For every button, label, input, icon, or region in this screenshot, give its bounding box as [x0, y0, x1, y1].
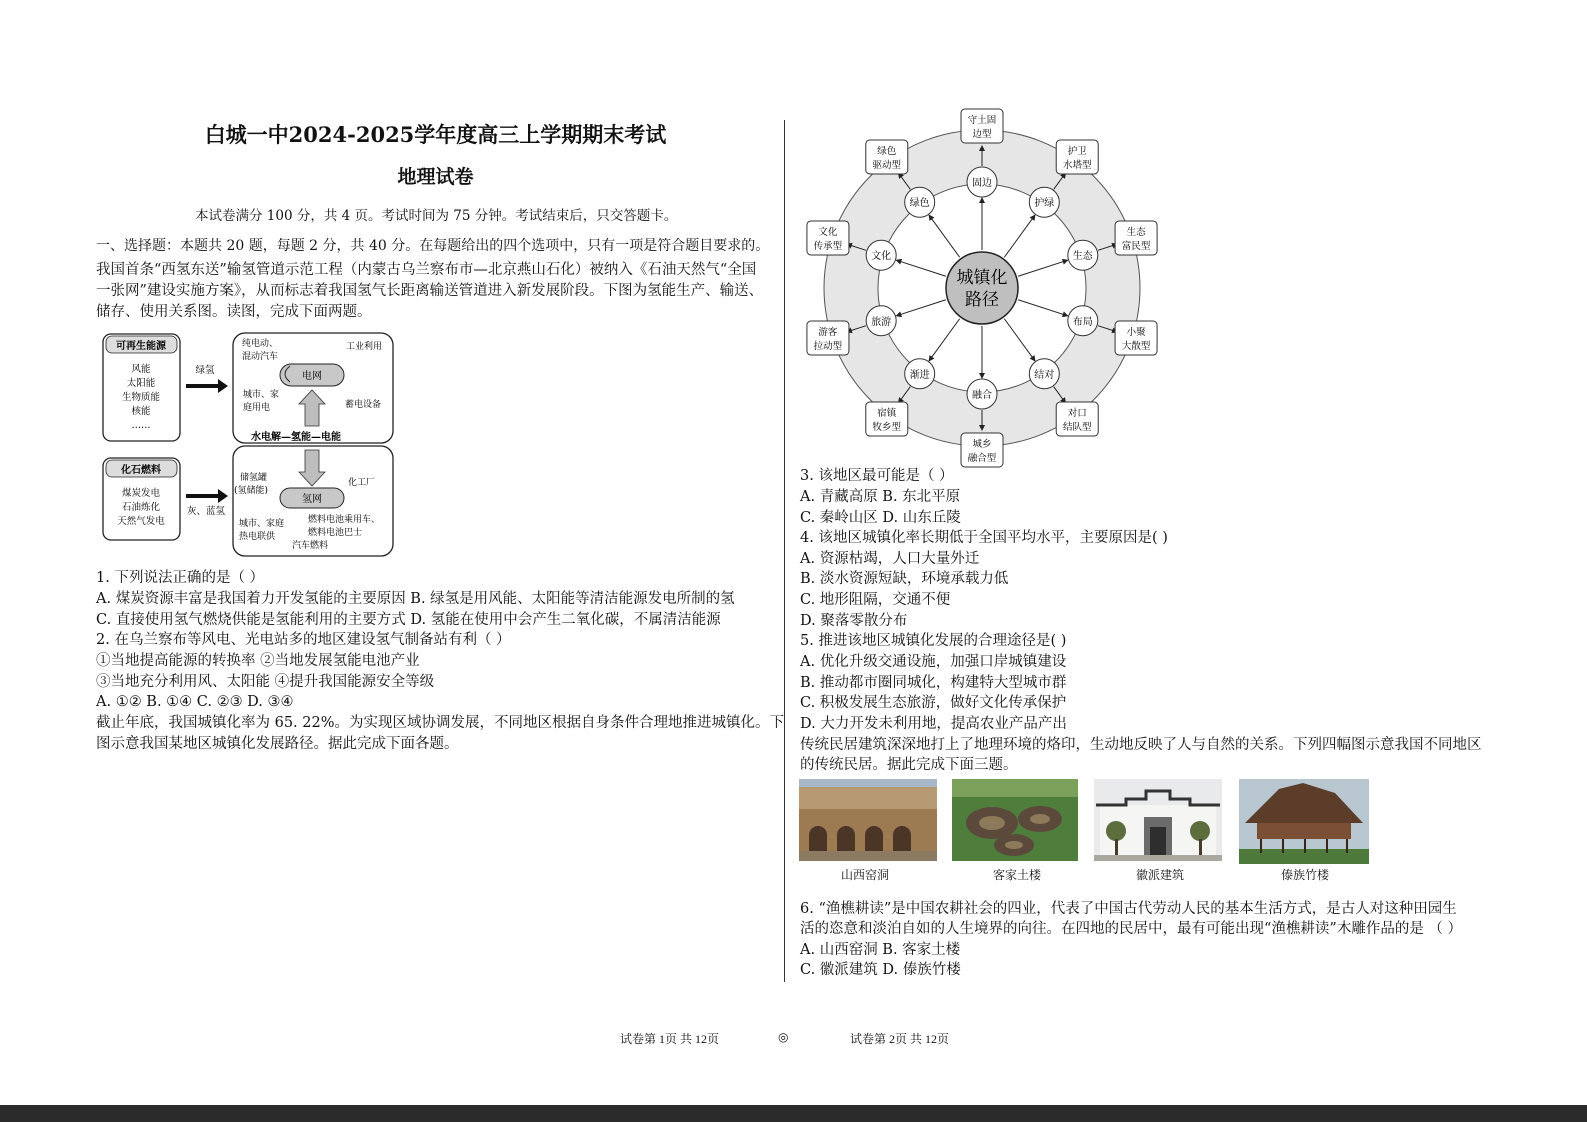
- inner-node: [866, 240, 896, 270]
- q2-item-line1: ①当地提高能源的转换率 ②当地发展氢能电池产业: [96, 653, 420, 669]
- arrow-right-icon: [186, 379, 228, 393]
- center-label: 城镇化: [956, 268, 1008, 288]
- outer-node-label: 传承型: [813, 240, 843, 252]
- q5-option-a: A. 优化升级交通设施，加强口岸城镇建设: [800, 654, 1067, 670]
- inner-node-label: 旅游: [871, 316, 892, 328]
- q2-stem: 2. 在乌兰察布等风电、光电站多的地区建设氢气制备站有利（ ）: [96, 632, 511, 648]
- fossil-item: 石油炼化: [121, 502, 161, 513]
- inner-node: [1068, 240, 1098, 270]
- exam-title: 白城一中2024-2025学年度高三上学期期末考试: [204, 122, 667, 147]
- photo-caption-tulou: 客家土楼: [992, 868, 1041, 882]
- q5-option-b: B. 推动都市圈同城化，构建特大型城市群: [800, 675, 1067, 691]
- inner-node-label: 结对: [1034, 369, 1055, 381]
- exam-notice: 本试卷满分 100 分，共 4 页。考试时间为 75 分钟。考试结束后，只交答题卡。: [195, 208, 678, 224]
- outer-node: [807, 221, 849, 255]
- outer-node: [1056, 140, 1098, 174]
- dai-bamboo-house-image: [1239, 779, 1369, 864]
- industry-label: 工业利用: [346, 342, 383, 352]
- q1-stem: 1. 下列说法正确的是（ ）: [96, 570, 265, 586]
- column-divider: [784, 120, 785, 982]
- outer-node-label: 富民型: [1121, 240, 1151, 252]
- outer-node: [1115, 321, 1157, 355]
- outer-node-label: 拉动型: [813, 341, 843, 353]
- inner-node: [866, 306, 896, 336]
- renew-item: 风能: [131, 364, 151, 375]
- q5-option-d: D. 大力开发未利用地，提高农业产品产出: [800, 716, 1067, 732]
- page-number-right: 试卷第 2页 共 12页: [850, 1032, 950, 1046]
- inner-node-label: 绿色: [909, 198, 930, 210]
- inner-node-label: 渐进: [909, 369, 930, 381]
- intro3-line1: 传统民居建筑深深地打上了地理环境的烙印，生动地反映了人与自然的关系。下列四幅图示意我国不同地区: [800, 737, 1482, 753]
- q1-options-ab: A. 煤炭资源丰富是我国着力开发氢能的主要原因 B. 绿氢是用风能、太阳能等清洁能源发电所制的氢: [96, 591, 735, 607]
- inner-node: [905, 187, 935, 217]
- grey-blue-label: 灰、蓝氢: [186, 506, 226, 517]
- tank-label: (氢储能): [234, 486, 269, 496]
- outer-node: [807, 321, 849, 355]
- outer-node-label: 游客: [818, 327, 838, 339]
- outer-node: [1115, 221, 1157, 255]
- intro1-line1: 我国首条“西氢东送”输氢管道示范工程（内蒙古乌兰察布市—北京燕山石化）被纳入《石油天然气“全国: [96, 262, 757, 278]
- fossil-item: 煤炭发电: [121, 488, 161, 499]
- q6-stem-line1: 6. “渔樵耕读”是中国农耕社会的四业，代表了中国古代劳动人民的基本生活方式，是古人对这种田园生: [800, 901, 1457, 917]
- intro1-line2: 一张网”建设实施方案》，从而标志着我国氢气长距离输送管道进入新发展阶段。下图为氢能生产、输送、: [96, 283, 764, 299]
- q2-item-line2: ③当地充分利用风、太阳能 ④提升我国能源安全等级: [96, 674, 435, 690]
- outer-node-label: 结队型: [1062, 422, 1092, 434]
- q2-options: A. ①② B. ①④ C. ②③ D. ③④: [96, 694, 294, 710]
- section-heading: 一、选择题：本题共 20 题，每题 2 分，共 40 分。在每题给出的四个选项中，只有一项是符合题目要求的。: [96, 238, 770, 254]
- outer-node-label: 文化: [818, 226, 838, 238]
- h-grid-label: 氢网: [302, 494, 322, 505]
- inner-node-label: 生态: [1072, 251, 1093, 263]
- outer-node-label: 城乡: [972, 439, 992, 450]
- q5-option-c: C. 积极发展生态旅游，做好文化传承保护: [800, 695, 1067, 711]
- q6-stem-line2: 活的恣意和淡泊自如的人生境界的向往。在四地的民居中，最有可能出现“渔樵耕读”木雕作品的是 （ ）: [800, 921, 1463, 937]
- outer-node-label: 融合型: [967, 453, 997, 464]
- intro2-line1: 截止年底，我国城镇化率为 65. 22%。为实现区域协调发展，不同地区根据自身条件合理地推进城镇化。下: [96, 715, 785, 731]
- chem-label: 化工厂: [348, 478, 376, 488]
- ev-label: 混动汽车: [242, 352, 279, 362]
- renew-item: 核能: [131, 406, 151, 417]
- outer-node-label: 小聚: [1126, 327, 1146, 339]
- green-h-label: 绿氢: [195, 365, 215, 376]
- fuelcell-label: 汽车燃料: [292, 541, 329, 551]
- city-label: 庭用电: [243, 403, 271, 413]
- renew-item: 太阳能: [126, 378, 156, 389]
- inner-node: [1029, 359, 1059, 389]
- inner-node: [967, 167, 997, 197]
- inner-node: [905, 359, 935, 389]
- outer-node-label: 对口: [1067, 408, 1087, 420]
- inner-node-label: 布局: [1072, 316, 1093, 328]
- page-number-left: 试卷第 1页 共 12页: [620, 1032, 720, 1046]
- outer-node-label: 牧乡型: [872, 422, 902, 434]
- inner-node: [1068, 306, 1098, 336]
- center-label: 路径: [965, 290, 999, 310]
- outer-node-label: 宿镇: [877, 408, 897, 420]
- q1-options-cd: C. 直接使用氢气燃烧供能是氢能利用的主要方式 D. 氢能在使用中会产生二氧化碳，不属清洁能源: [96, 612, 721, 628]
- q4-option-b: B. 淡水资源短缺，环境承载力低: [800, 571, 1009, 587]
- photo-caption-huizhou: 徽派建筑: [1135, 868, 1184, 882]
- outer-node: [866, 402, 908, 436]
- outer-node-label: 绿色: [877, 145, 897, 157]
- fuelcell-label: 燃料电池乘用车、: [308, 515, 381, 525]
- inner-node-label: 文化: [871, 251, 892, 263]
- shanxi-cave-dwelling-image: [799, 779, 937, 861]
- grid-label: 电网: [302, 371, 322, 382]
- photo-caption-dai: 傣族竹楼: [1280, 868, 1329, 882]
- tank-label: 储氢罐: [240, 473, 268, 483]
- q4-option-d: D. 聚落零散分布: [800, 613, 908, 629]
- outer-node: [1056, 402, 1098, 436]
- fossil-title: 化石燃料: [121, 465, 161, 476]
- outer-node-label: 大散型: [1121, 341, 1151, 353]
- q3-options-ab: A. 青藏高原 B. 东北平原: [800, 489, 961, 505]
- center-node: [946, 252, 1018, 324]
- arrow-right-icon: [186, 489, 228, 503]
- ev-label: 纯电动、: [242, 339, 279, 349]
- outer-node: [866, 140, 908, 174]
- binding-mark: ◎: [778, 1030, 789, 1044]
- urbanization-path-diagram: [800, 115, 1165, 464]
- outer-node-label: 守土固: [967, 115, 997, 126]
- huizhou-architecture-image: [1094, 779, 1222, 861]
- intro2-line2: 图示意我国某地区城镇化发展路径。据此完成下面各题。: [96, 736, 459, 752]
- inner-node-label: 融合: [972, 390, 992, 401]
- inner-node: [967, 379, 997, 409]
- q4-option-a: A. 资源枯竭，人口大量外迁: [800, 551, 980, 567]
- fuelcell-label: 燃料电池巴士: [308, 528, 363, 538]
- q4-stem: 4. 该地区城镇化率长期低于全国平均水平，主要原因是( ): [800, 530, 1168, 546]
- exam-subtitle: 地理试卷: [397, 166, 474, 188]
- outer-node-label: 水塔型: [1062, 159, 1092, 171]
- outer-node-label: 驱动型: [872, 159, 902, 171]
- inner-node-label: 护绿: [1034, 198, 1055, 210]
- outer-node: [961, 109, 1003, 143]
- fossil-item: 天然气发电: [117, 516, 165, 527]
- hakka-tulou-image: [952, 779, 1078, 861]
- q6-options-ab: A. 山西窑洞 B. 客家土楼: [800, 942, 961, 958]
- outer-node: [961, 433, 1003, 467]
- q3-options-cd: C. 秦岭山区 D. 山东丘陵: [800, 510, 961, 526]
- electrolysis-label: 水电解—氢能—电能: [251, 432, 341, 443]
- inner-node-label: 固边: [972, 178, 992, 189]
- outer-node-label: 边型: [972, 129, 992, 140]
- intro3-line2: 的传统民居。据此完成下面三题。: [800, 757, 1018, 773]
- inner-node: [1029, 187, 1059, 217]
- city-label: 城市、家: [243, 390, 280, 400]
- city-heat-label: 城市、家庭: [239, 519, 285, 529]
- city-heat-label: 热电联供: [239, 532, 276, 542]
- q6-options-cd: C. 徽派建筑 D. 傣族竹楼: [800, 962, 961, 978]
- bottom-border: [0, 1105, 1587, 1122]
- q4-option-c: C. 地形阻隔，交通不便: [800, 592, 951, 608]
- q3-stem: 3. 该地区最可能是（ ）: [800, 468, 954, 484]
- photo-caption-cave: 山西窑洞: [840, 868, 889, 882]
- outer-node-label: 护卫: [1067, 145, 1087, 157]
- q5-stem: 5. 推进该地区城镇化发展的合理途径是( ): [800, 633, 1067, 649]
- storage-label: 蓄电设备: [345, 400, 382, 410]
- outer-node-label: 生态: [1126, 226, 1146, 238]
- intro1-line3: 储存、使用关系图。读图，完成下面两题。: [96, 304, 372, 320]
- renew-item: ……: [131, 420, 151, 431]
- renewable-title: 可再生能源: [116, 341, 166, 352]
- hydrogen-energy-diagram: [100, 330, 396, 560]
- renew-item: 生物质能: [121, 392, 161, 403]
